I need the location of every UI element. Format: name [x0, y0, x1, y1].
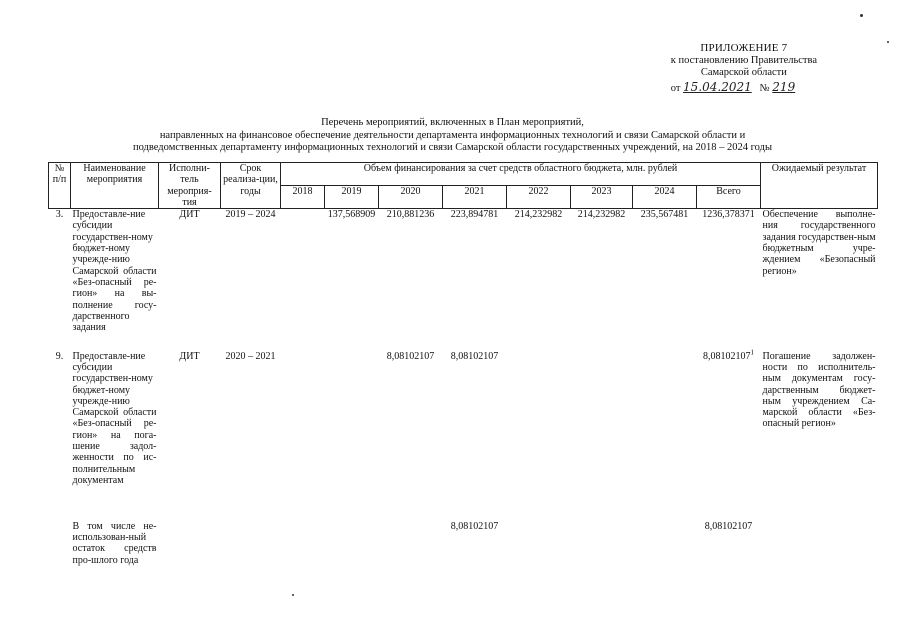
header-term: Срок реализа-ции, годы: [221, 163, 281, 209]
header-year: 2024: [633, 186, 697, 209]
value-2019: [325, 521, 379, 591]
value-2021: 223,894781: [450, 209, 499, 221]
value-2024: 235,567481: [640, 209, 689, 221]
value-2020: [379, 521, 443, 591]
term: 2019 – 2024: [225, 209, 276, 221]
header-executor: Исполни-тель мероприя-тия: [159, 163, 221, 209]
value-2023: [571, 521, 633, 591]
expected-result: [761, 521, 878, 591]
measures-table: [48, 162, 878, 591]
value-2018: [281, 521, 325, 591]
header-num: № п/п: [49, 163, 71, 209]
row-number: 9.: [55, 350, 64, 362]
scan-speck: [292, 594, 294, 596]
measure-name: В том числе не-использован-ный остаток средств про-шлого года: [72, 520, 157, 566]
header-year: 2023: [571, 186, 633, 209]
table-row: [49, 351, 878, 521]
header-year: 2021: [443, 186, 507, 209]
scan-speck: [860, 14, 863, 17]
header-year: 2022: [507, 186, 571, 209]
row-number: [49, 521, 71, 591]
header-name: Наименование мероприятия: [71, 163, 159, 209]
appendix-line-2: Самарской области: [700, 67, 787, 78]
value-2019: [325, 351, 379, 521]
term: [221, 521, 281, 591]
value-2023: 214,232982: [577, 209, 626, 221]
measure-name: Предоставле-ние субсидии государствен-ному бюджет-ному учрежде-нию Самарской области «Без-опасный ре-гион» на вы-полнение госу-дарственного задания: [72, 209, 157, 334]
document-title: [0, 117, 905, 155]
term: 2020 – 2021: [225, 350, 276, 362]
value-2024: [633, 521, 697, 591]
value-2022: [507, 351, 571, 521]
value-total: [697, 209, 761, 351]
total-value: 1236,378371: [702, 209, 755, 221]
value-2021: 8,08102107: [450, 520, 499, 532]
value-2020: 210,881236: [386, 209, 435, 221]
measure-name: Предоставле-ние субсидии государствен-ному бюджет-ному учрежде-нию Самарской области «Без-опасный ре-гион» на пога-шение задол-женности по ис-полнительным документам: [72, 350, 157, 486]
header-total: Всего: [697, 186, 761, 209]
title-line-1: Перечень мероприятий, включенных в План мероприятий,: [321, 117, 584, 128]
executor: ДИТ: [179, 350, 200, 362]
appendix-signature-line: [671, 81, 817, 96]
number-prefix: №: [759, 82, 770, 94]
executor: [159, 521, 221, 591]
total-value: 8,08102107: [703, 350, 751, 362]
footnote-mark: 1: [750, 348, 754, 357]
header-year: 2019: [325, 186, 379, 209]
expected-result: Погашение задолжен-ности по исполнитель-ным документам госу-дарственным бюджет-ным учреждением Са-марской области «Без-опасный регион»: [762, 350, 876, 430]
value-2022: [507, 521, 571, 591]
date-prefix: от: [670, 82, 681, 94]
total-value: 8,08102107: [704, 520, 753, 532]
table-row: [49, 521, 878, 591]
handwritten-number: 219: [772, 79, 796, 94]
appendix-title: ПРИЛОЖЕНИЕ 7: [700, 42, 788, 54]
value-2019: 137,568909: [327, 209, 376, 221]
row-number: 3.: [55, 209, 64, 221]
title-line-3: подведомственных департаменту информационных технологий и связи Самарской области государственных учреждений, на 2018 – 2024 годы: [132, 142, 773, 153]
executor: ДИТ: [179, 209, 200, 221]
value-2018: [281, 209, 325, 351]
header-year: 2020: [379, 186, 443, 209]
appendix-line-1: к постановлению Правительства: [670, 54, 817, 66]
value-2021: 8,08102107: [450, 350, 499, 362]
value-total: [697, 521, 761, 591]
value-2020: 8,08102107: [386, 350, 435, 362]
table-row: [49, 209, 878, 351]
value-2024: [633, 351, 697, 521]
header-financing: Объем финансирования за счет средств областного бюджета, млн. рублей: [281, 163, 761, 186]
appendix-header: [671, 42, 817, 95]
value-total: [697, 348, 761, 521]
header-year: 2018: [281, 186, 325, 209]
expected-result: Обеспечение выполне-ния государственного задания государствен-ным бюджетным учре-ждением «Безопасный регион»: [762, 209, 876, 277]
title-line-2: направленных на финансовое обеспечение деятельности департамента информационных технологий и связи Самарской области и: [159, 129, 746, 141]
value-2018: [281, 351, 325, 521]
scan-speck: [887, 41, 889, 43]
value-2022: 214,232982: [514, 209, 563, 221]
value-2023: [571, 351, 633, 521]
handwritten-date: 15.04.2021: [683, 79, 752, 94]
header-result: Ожидаемый результат: [761, 163, 878, 209]
